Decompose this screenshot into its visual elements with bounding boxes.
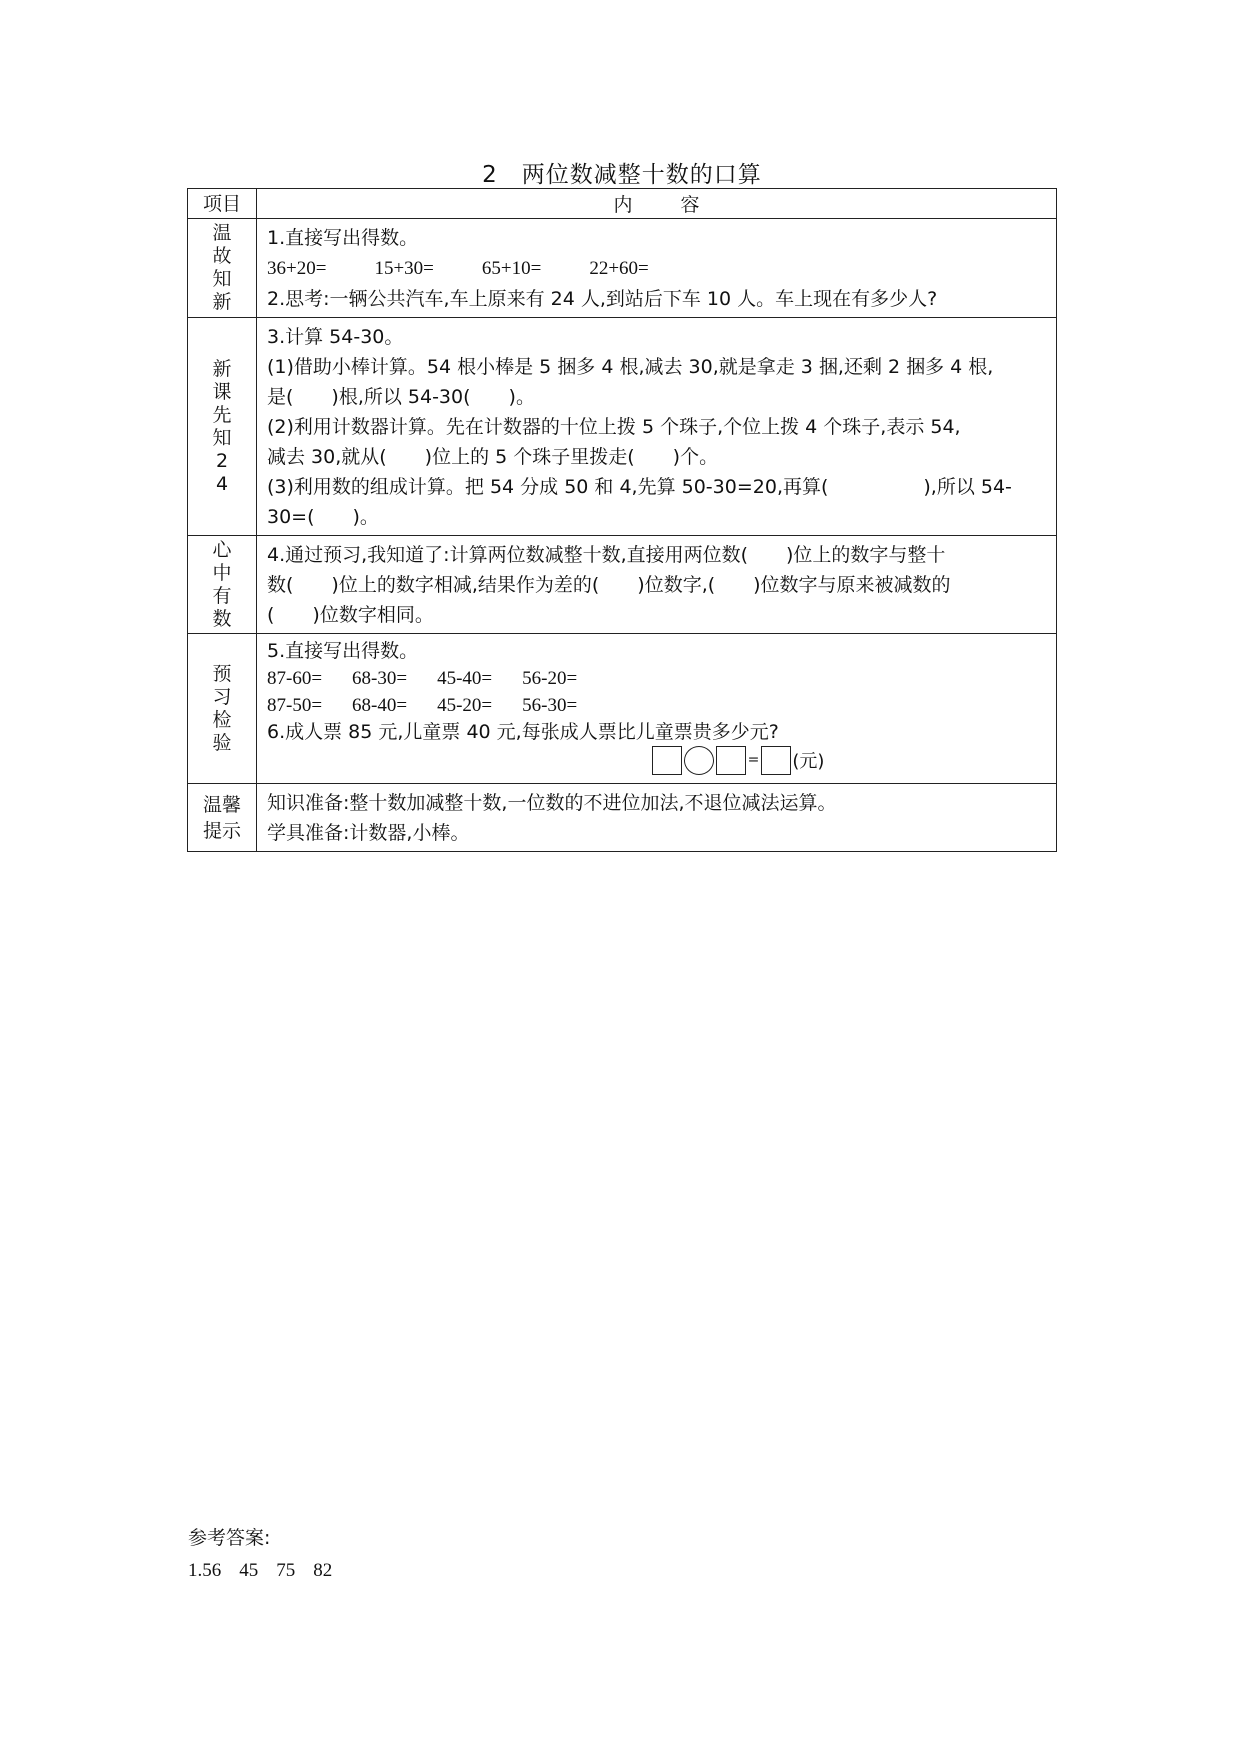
header-content: 内容 — [257, 189, 1057, 219]
expression: 87-50= — [267, 695, 323, 716]
answer-value: 75 — [276, 1560, 296, 1581]
question-line: 6.成人票 85 元,儿童票 40 元,每张成人票比儿童票贵多少元? — [267, 721, 779, 743]
question-line: 2.思考:一辆公共汽车,车上原来有 24 人,到站后下车 10 人。车上现在有多少人? — [267, 288, 938, 310]
row-content — [257, 219, 1057, 318]
question-line: 30=( )。 — [267, 506, 379, 528]
question-line: 数( )位上的数字相减,结果作为差的( )位数字,( )位数字与原来被减数的 — [267, 574, 951, 596]
arithmetic-line — [267, 692, 1048, 719]
expression: 87-60= — [267, 668, 323, 689]
reference-answers — [188, 1522, 350, 1587]
table-header-row — [188, 189, 1057, 219]
question-line: (3)利用数的组成计算。把 54 分成 50 和 4,先算 50-30=20,再算( ),所以 54- — [267, 476, 1012, 498]
answer-box[interactable] — [716, 746, 746, 775]
row-summary — [188, 536, 1057, 634]
row-new-lesson — [188, 318, 1057, 536]
question-line: (2)利用计数器计算。先在计数器的十位上拨 5 个珠子,个位上拨 4 个珠子,表示 54, — [267, 416, 961, 438]
row-content — [257, 784, 1057, 852]
row-content — [257, 634, 1057, 784]
row-content — [257, 318, 1057, 536]
expression: 36+20= — [267, 258, 327, 279]
answer-value: 45 — [239, 1560, 259, 1581]
row-review — [188, 219, 1057, 318]
row-content — [257, 536, 1057, 634]
question-line: ( )位数字相同。 — [267, 604, 434, 626]
row-label: 温馨提示 — [188, 784, 257, 852]
tip-line: 知识准备:整十数加减整十数,一位数的不进位加法,不退位减法运算。 — [267, 792, 837, 814]
question-line: 3.计算 54-30。 — [267, 326, 404, 348]
expression: 68-40= — [352, 695, 408, 716]
expression: 15+30= — [374, 258, 434, 279]
equals-sign: = — [747, 752, 760, 768]
answers-values — [188, 1554, 350, 1587]
expression: 56-20= — [522, 668, 578, 689]
answer-value: 82 — [313, 1560, 333, 1581]
question-line: 4.通过预习,我知道了:计算两位数减整十数,直接用两位数( )位上的数字与整十 — [267, 544, 946, 566]
row-label: 心中有数 — [188, 536, 257, 634]
question-line: (1)借助小棒计算。54 根小棒是 5 捆多 4 根,减去 30,就是拿走 3 捆,还剩 2 捆多 4 根, — [267, 356, 994, 378]
question-line: 5.直接写出得数。 — [267, 640, 419, 662]
question-line: 是( )根,所以 54-30( )。 — [267, 386, 535, 408]
expression: 65+10= — [481, 258, 542, 279]
arithmetic-line — [267, 665, 1048, 692]
row-check — [188, 634, 1057, 784]
expression: 45-20= — [437, 695, 493, 716]
expression: 56-30= — [522, 695, 578, 716]
preview-table — [187, 188, 1057, 852]
expression: 45-40= — [437, 668, 493, 689]
page-title: 2 两位数减整十数的口算 — [482, 162, 762, 188]
question-line: 减去 30,就从( )位上的 5 个珠子里拨走( )个。 — [267, 446, 719, 468]
question-line: 1.直接写出得数。 — [267, 227, 419, 249]
equation-template — [267, 746, 1048, 780]
expression: 22+60= — [589, 258, 649, 279]
row-label: 新课先知24 — [188, 318, 257, 536]
tip-line: 学具准备:计数器,小棒。 — [267, 822, 470, 844]
answer-box[interactable] — [652, 746, 682, 775]
answer-value: 1.56 — [188, 1560, 222, 1581]
unit-label: (元) — [792, 751, 825, 772]
row-tips — [188, 784, 1057, 852]
row-label: 温故知新 — [188, 219, 257, 318]
answer-box[interactable] — [761, 746, 791, 775]
operator-circle[interactable] — [684, 746, 714, 775]
answers-heading: 参考答案: — [188, 1527, 271, 1549]
row-label: 预习检验 — [188, 634, 257, 784]
header-item: 项目 — [188, 189, 257, 219]
arithmetic-line — [267, 253, 1048, 284]
expression: 68-30= — [352, 668, 408, 689]
